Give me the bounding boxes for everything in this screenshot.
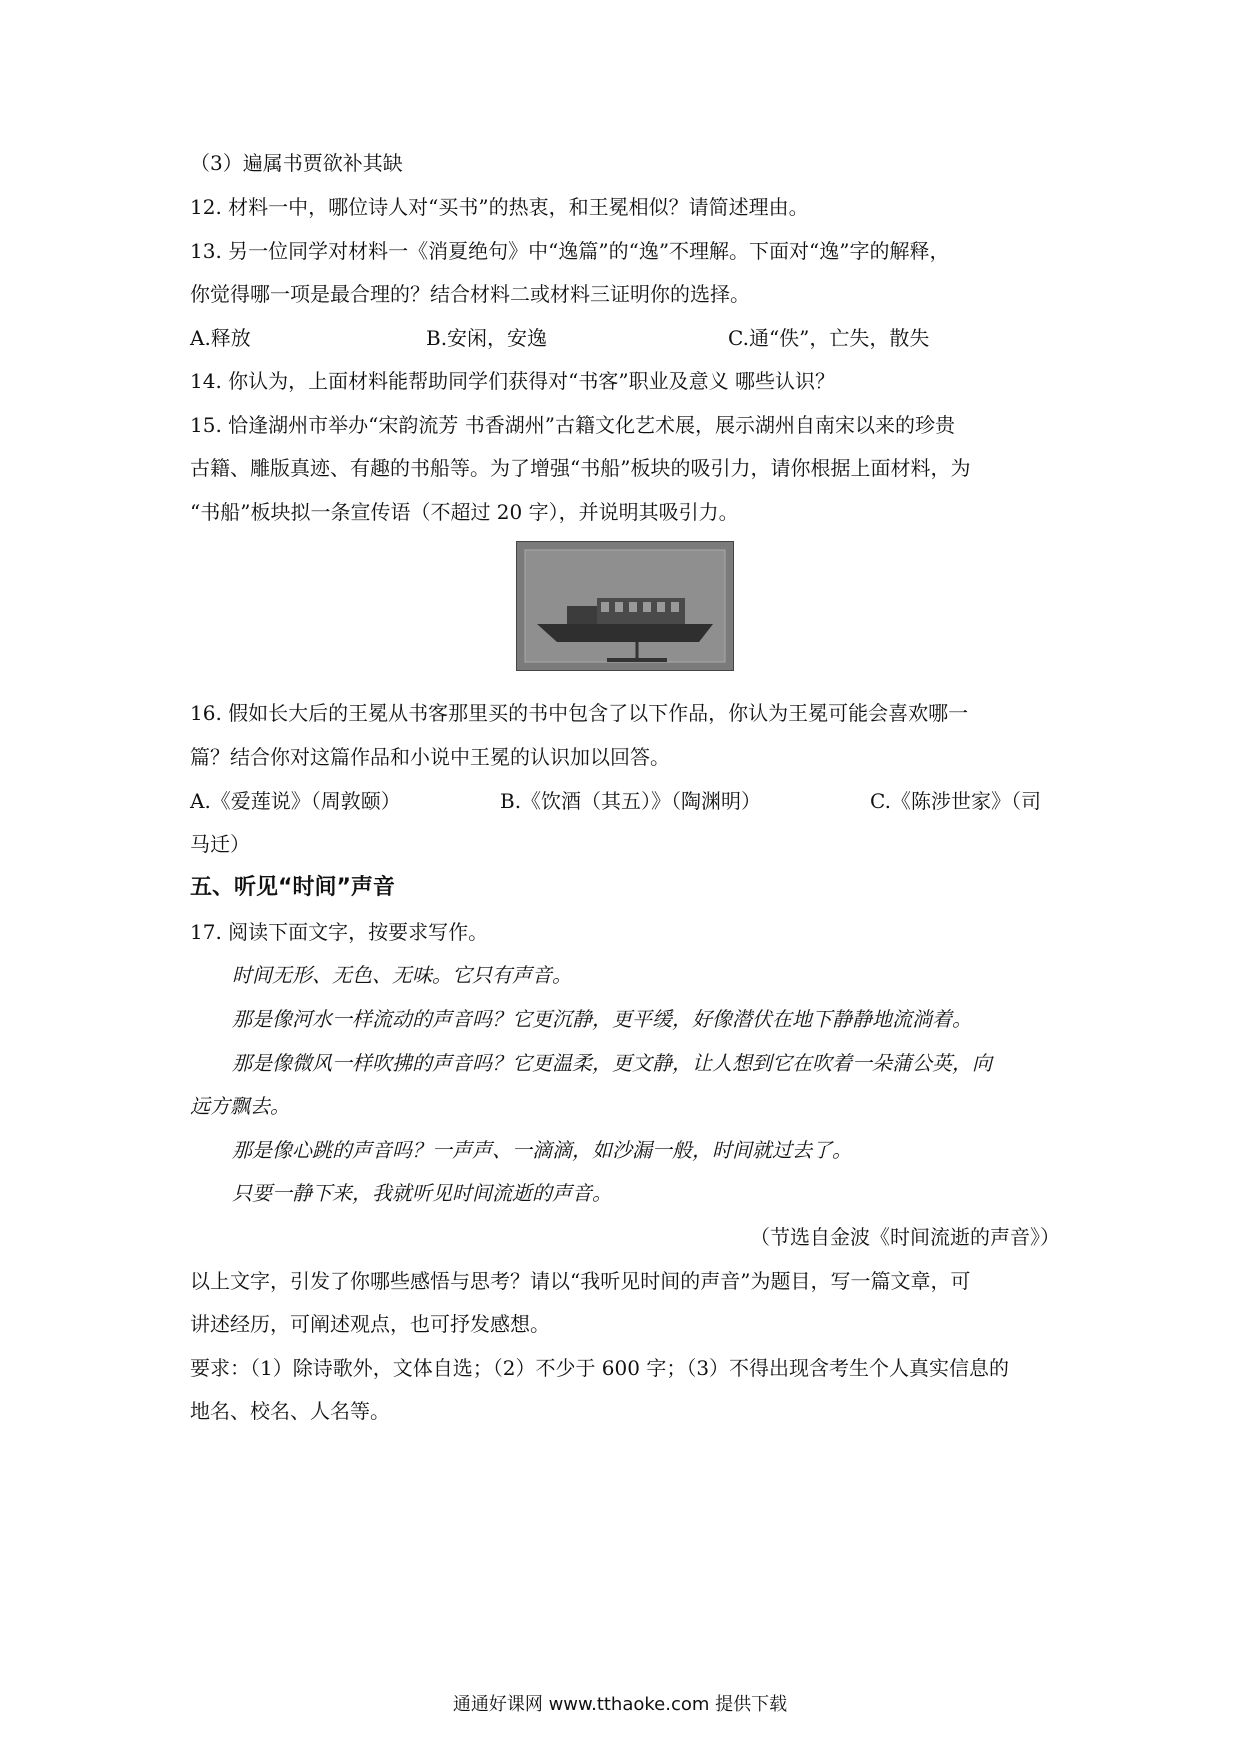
passage-paragraph-1: 时间无形、无色、无味。它只有声音。 bbox=[232, 963, 572, 987]
question-15-line-3: “书船”板块拟一条宣传语（不超过 20 字），并说明其吸引力。 bbox=[190, 500, 739, 524]
prompt-line-1: 以上文字，引发了你哪些感悟与思考？请以“我听见时间的声音”为题目，写一篇文章，可 bbox=[190, 1269, 971, 1293]
requirements-line-2: 地名、校名、人名等。 bbox=[190, 1399, 390, 1423]
q11-item-3: （3）遍属书贾欲补其缺 bbox=[190, 151, 403, 175]
question-13-line-1: 13. 另一位同学对材料一《消夏绝句》中“逸篇”的“逸”不理解。下面对“逸”字的解释， bbox=[190, 239, 950, 263]
question-13-line-2: 你觉得哪一项是最合理的？结合材料二或材料三证明你的选择。 bbox=[190, 282, 750, 306]
q16-option-b: B.《饮酒（其五）》（陶渊明） bbox=[500, 789, 762, 813]
passage-paragraph-5: 只要一静下来，我就听见时间流逝的声音。 bbox=[232, 1181, 612, 1205]
question-16-line-2: 篇？结合你对这篇作品和小说中王冕的认识加以回答。 bbox=[190, 745, 670, 769]
section-5-heading: 五、听见“时间”声音 bbox=[190, 875, 395, 900]
question-15-line-1: 15. 恰逢湖州市举办“宋韵流芳 书香湖州”古籍文化艺术展，展示湖州自南宋以来的珍贵 bbox=[190, 413, 955, 437]
question-16-line-1: 16. 假如长大后的王冕从书客那里买的书中包含了以下作品，你认为王冕可能会喜欢哪一 bbox=[190, 701, 969, 725]
requirements-line-1: 要求：（1）除诗歌外，文体自选；（2）不少于 600 字；（3）不得出现含考生个人真实信息的 bbox=[190, 1356, 1010, 1380]
book-boat-photo bbox=[516, 541, 734, 671]
prompt-line-2: 讲述经历，可阐述观点，也可抒发感想。 bbox=[190, 1312, 550, 1336]
question-12: 12. 材料一中，哪位诗人对“买书”的热衷，和王冕相似？请简述理由。 bbox=[190, 195, 809, 219]
passage-paragraph-4: 那是像心跳的声音吗？一声声、一滴滴，如沙漏一般，时间就过去了。 bbox=[232, 1138, 852, 1162]
q16-option-a: A.《爱莲说》（周敦颐） bbox=[190, 789, 401, 813]
q16-option-c: C.《陈涉世家》（司 bbox=[870, 789, 1041, 813]
passage-paragraph-2: 那是像河水一样流动的声音吗？它更沉静，更平缓，好像潜伏在地下静静地流淌着。 bbox=[232, 1007, 972, 1031]
q13-option-b: B.安闲，安逸 bbox=[426, 326, 548, 350]
footer-watermark: 通通好课网 www.tthaoke.com 提供下载 bbox=[452, 1694, 788, 1715]
question-17: 17. 阅读下面文字，按要求写作。 bbox=[190, 920, 489, 944]
passage-source: （节选自金波《时间流逝的声音》） bbox=[750, 1225, 1060, 1249]
question-16-line-4: 马迁） bbox=[190, 832, 250, 856]
passage-paragraph-3-line-1: 那是像微风一样吹拂的声音吗？它更温柔，更文静，让人想到它在吹着一朵蒲公英，向 bbox=[232, 1051, 992, 1075]
passage-paragraph-3-line-2: 远方飘去。 bbox=[190, 1094, 290, 1118]
question-15-line-2: 古籍、雕版真迹、有趣的书船等。为了增强“书船”板块的吸引力，请你根据上面材料，为 bbox=[190, 456, 971, 480]
q13-option-c: C.通“佚”，亡失，散失 bbox=[728, 326, 930, 350]
book-boat-illustration bbox=[517, 542, 733, 670]
q13-option-a: A.释放 bbox=[190, 326, 251, 350]
question-14: 14. 你认为，上面材料能帮助同学们获得对“书客”职业及意义 哪些认识？ bbox=[190, 369, 835, 393]
